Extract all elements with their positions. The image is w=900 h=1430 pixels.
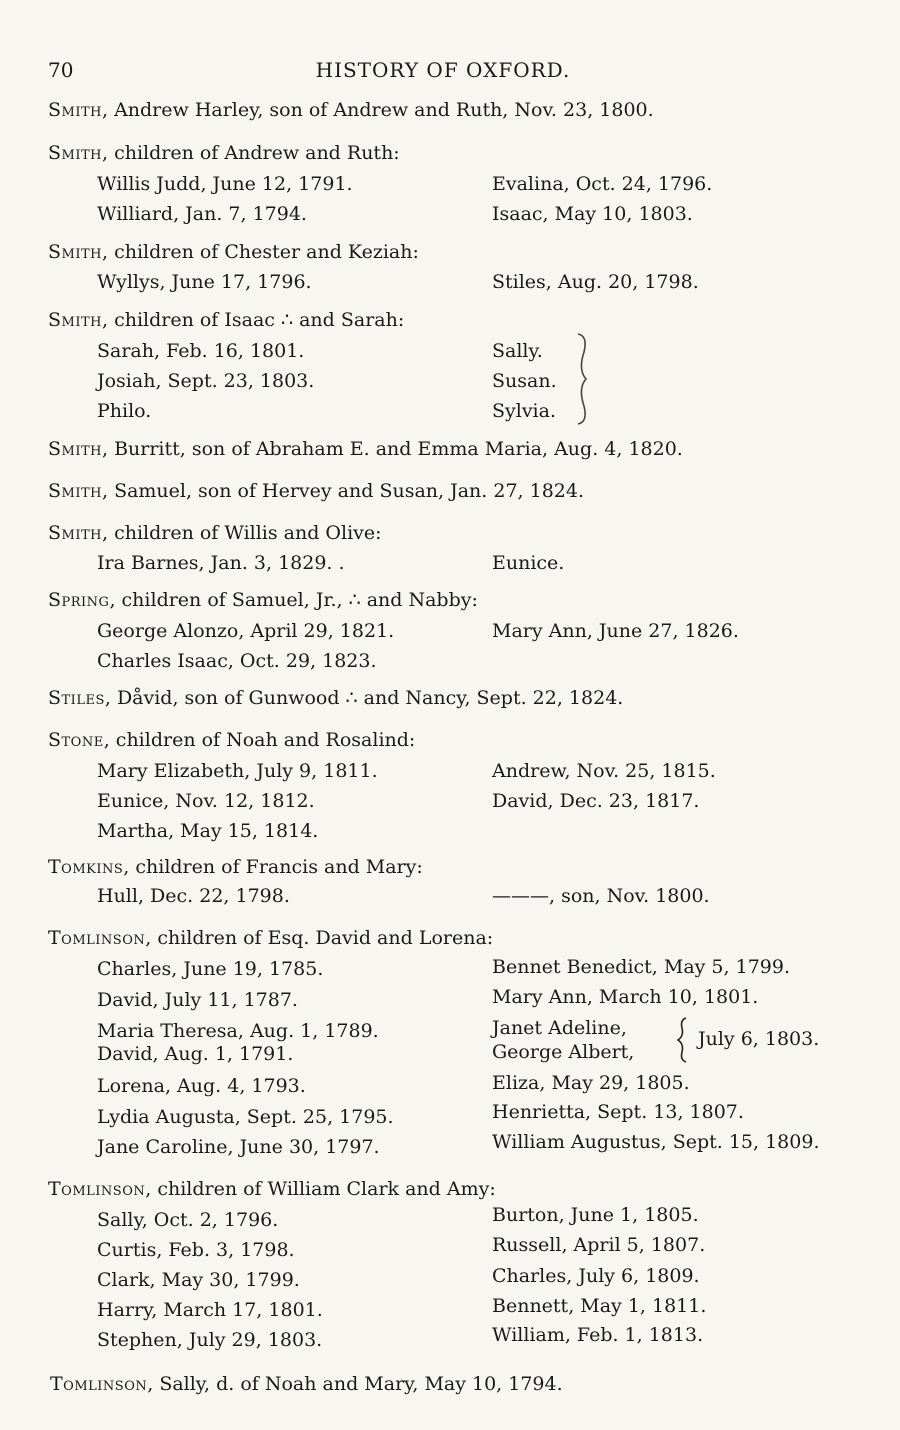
entry-heading (48, 98, 654, 122)
entry-text: , children of William Clark and Amy: (145, 1178, 496, 1200)
child-entry: Evalina, Oct. 24, 1796. (492, 173, 713, 195)
surname: Smith (48, 438, 102, 460)
surname: Smith (48, 241, 102, 263)
child-entry: Burton, June 1, 1805. (492, 1204, 699, 1226)
surname: Smith (48, 99, 102, 121)
surname: Tomlinson (50, 1373, 148, 1395)
page-number: 70 (48, 58, 74, 82)
entry-heading (48, 240, 419, 264)
child-entry: David, Dec. 23, 1817. (492, 790, 700, 812)
surname: Stone (48, 729, 104, 751)
entry-heading (50, 1372, 563, 1396)
entry-text: , Burritt, son of Abraham E. and Emma Maria, Aug. 4, 1820. (101, 438, 683, 460)
child-entry: Curtis, Feb. 3, 1798. (97, 1239, 295, 1261)
surname: Stiles (48, 687, 105, 709)
child-entry: Mary Ann, March 10, 1801. (492, 986, 759, 1008)
child-entry: Josiah, Sept. 23, 1803. (97, 370, 315, 392)
child-entry: Martha, May 15, 1814. (97, 820, 319, 842)
entry-text: , children of Esq. David and Lorena: (145, 927, 494, 949)
child-entry: David, July 11, 1787. (97, 989, 298, 1011)
brace-date: July 6, 1803. (698, 1028, 820, 1050)
entry-text: , Samuel, son of Hervey and Susan, Jan. 27, 1824. (101, 480, 585, 502)
surname: Smith (48, 142, 102, 164)
child-entry: Jane Caroline, June 30, 1797. (97, 1136, 380, 1158)
child-entry: Isaac, May 10, 1803. (492, 203, 693, 225)
child-entry: Mary Elizabeth, July 9, 1811. (97, 760, 378, 782)
child-entry: Clark, May 30, 1799. (97, 1269, 300, 1291)
child-entry: George Alonzo, April 29, 1821. (97, 620, 395, 642)
child-entry: Harry, March 17, 1801. (97, 1299, 323, 1321)
child-entry: Charles, July 6, 1809. (492, 1265, 700, 1287)
entry-text: , children of Samuel, Jr., ∴ and Nabby: (109, 589, 478, 611)
entry-heading (48, 1177, 496, 1201)
entry-text: , Dåvid, son of Gunwood ∴ and Nancy, Sept. 22, 1824. (104, 687, 624, 709)
child-entry: Sylvia. (492, 400, 557, 422)
surname: Tomlinson (48, 927, 146, 949)
child-entry: Bennet Benedict, May 5, 1799. (492, 956, 790, 978)
child-entry: Sally. (492, 340, 543, 362)
entry-text: , children of Chester and Keziah: (101, 241, 419, 263)
entry-text: , children of Willis and Olive: (101, 522, 382, 544)
surname: Smith (48, 522, 102, 544)
child-entry: Maria Theresa, Aug. 1, 1789. (97, 1020, 379, 1042)
entry-text: , children of Isaac ∴ and Sarah: (101, 309, 405, 331)
brace-icon (676, 1016, 692, 1064)
entry-text: , children of Noah and Rosalind: (103, 729, 416, 751)
child-entry: Charles Isaac, Oct. 29, 1823. (97, 650, 377, 672)
entry-heading (48, 926, 493, 950)
child-entry: Eunice, Nov. 12, 1812. (97, 790, 315, 812)
child-entry: Janet Adeline, (492, 1017, 627, 1039)
entry-heading (48, 588, 478, 612)
entry-heading (48, 479, 584, 503)
surname: Smith (48, 480, 102, 502)
child-entry: Stiles, Aug. 20, 1798. (492, 271, 699, 293)
running-head: HISTORY OF OXFORD. (315, 58, 571, 82)
child-entry: Henrietta, Sept. 13, 1807. (492, 1101, 744, 1123)
entry-text: , Sally, d. of Noah and Mary, May 10, 1794. (147, 1373, 563, 1395)
child-entry: Ira Barnes, Jan. 3, 1829. . (97, 552, 345, 574)
child-entry: Russell, April 5, 1807. (492, 1234, 706, 1256)
child-entry: Bennett, May 1, 1811. (492, 1295, 707, 1317)
child-entry: Wyllys, June 17, 1796. (97, 271, 312, 293)
child-entry: Stephen, July 29, 1803. (97, 1329, 323, 1351)
child-entry: George Albert, (492, 1041, 635, 1063)
surname: Tomkins (48, 856, 124, 878)
child-entry: Williard, Jan. 7, 1794. (97, 203, 307, 225)
child-entry: William Augustus, Sept. 15, 1809. (492, 1131, 820, 1153)
child-entry: William, Feb. 1, 1813. (492, 1324, 704, 1346)
entry-heading (48, 855, 423, 879)
child-entry: Hull, Dec. 22, 1798. (97, 885, 290, 907)
surname: Tomlinson (48, 1178, 146, 1200)
child-entry: Charles, June 19, 1785. (97, 958, 324, 980)
entry-heading (48, 308, 404, 332)
child-entry: Susan. (492, 370, 557, 392)
page-header (48, 58, 838, 88)
child-entry: Eunice. (492, 552, 565, 574)
child-entry: Sarah, Feb. 16, 1801. (97, 340, 305, 362)
child-entry: Lorena, Aug. 4, 1793. (97, 1075, 306, 1097)
entry-text: , children of Francis and Mary: (123, 856, 423, 878)
entry-heading (48, 728, 415, 752)
entry-text: , children of Andrew and Ruth: (101, 142, 400, 164)
child-entry: ———, son, Nov. 1800. (492, 885, 710, 907)
child-entry: Willis Judd, June 12, 1791. (97, 173, 353, 195)
entry-heading (48, 141, 400, 165)
surname: Spring (48, 589, 110, 611)
entry-heading (48, 437, 683, 461)
child-entry: Lydia Augusta, Sept. 25, 1795. (97, 1106, 394, 1128)
child-entry: Eliza, May 29, 1805. (492, 1072, 690, 1094)
surname: Smith (48, 309, 102, 331)
child-entry: David, Aug. 1, 1791. (97, 1043, 294, 1065)
child-entry: Sally, Oct. 2, 1796. (97, 1209, 279, 1231)
child-entry: Philo. (97, 400, 152, 422)
child-entry: Mary Ann, June 27, 1826. (492, 620, 739, 642)
brace-icon (572, 330, 598, 428)
entry-heading (48, 686, 623, 710)
entry-heading (48, 521, 382, 545)
entry-text: , Andrew Harley, son of Andrew and Ruth, Nov. 23, 1800. (101, 99, 654, 121)
child-entry: Andrew, Nov. 25, 1815. (492, 760, 716, 782)
